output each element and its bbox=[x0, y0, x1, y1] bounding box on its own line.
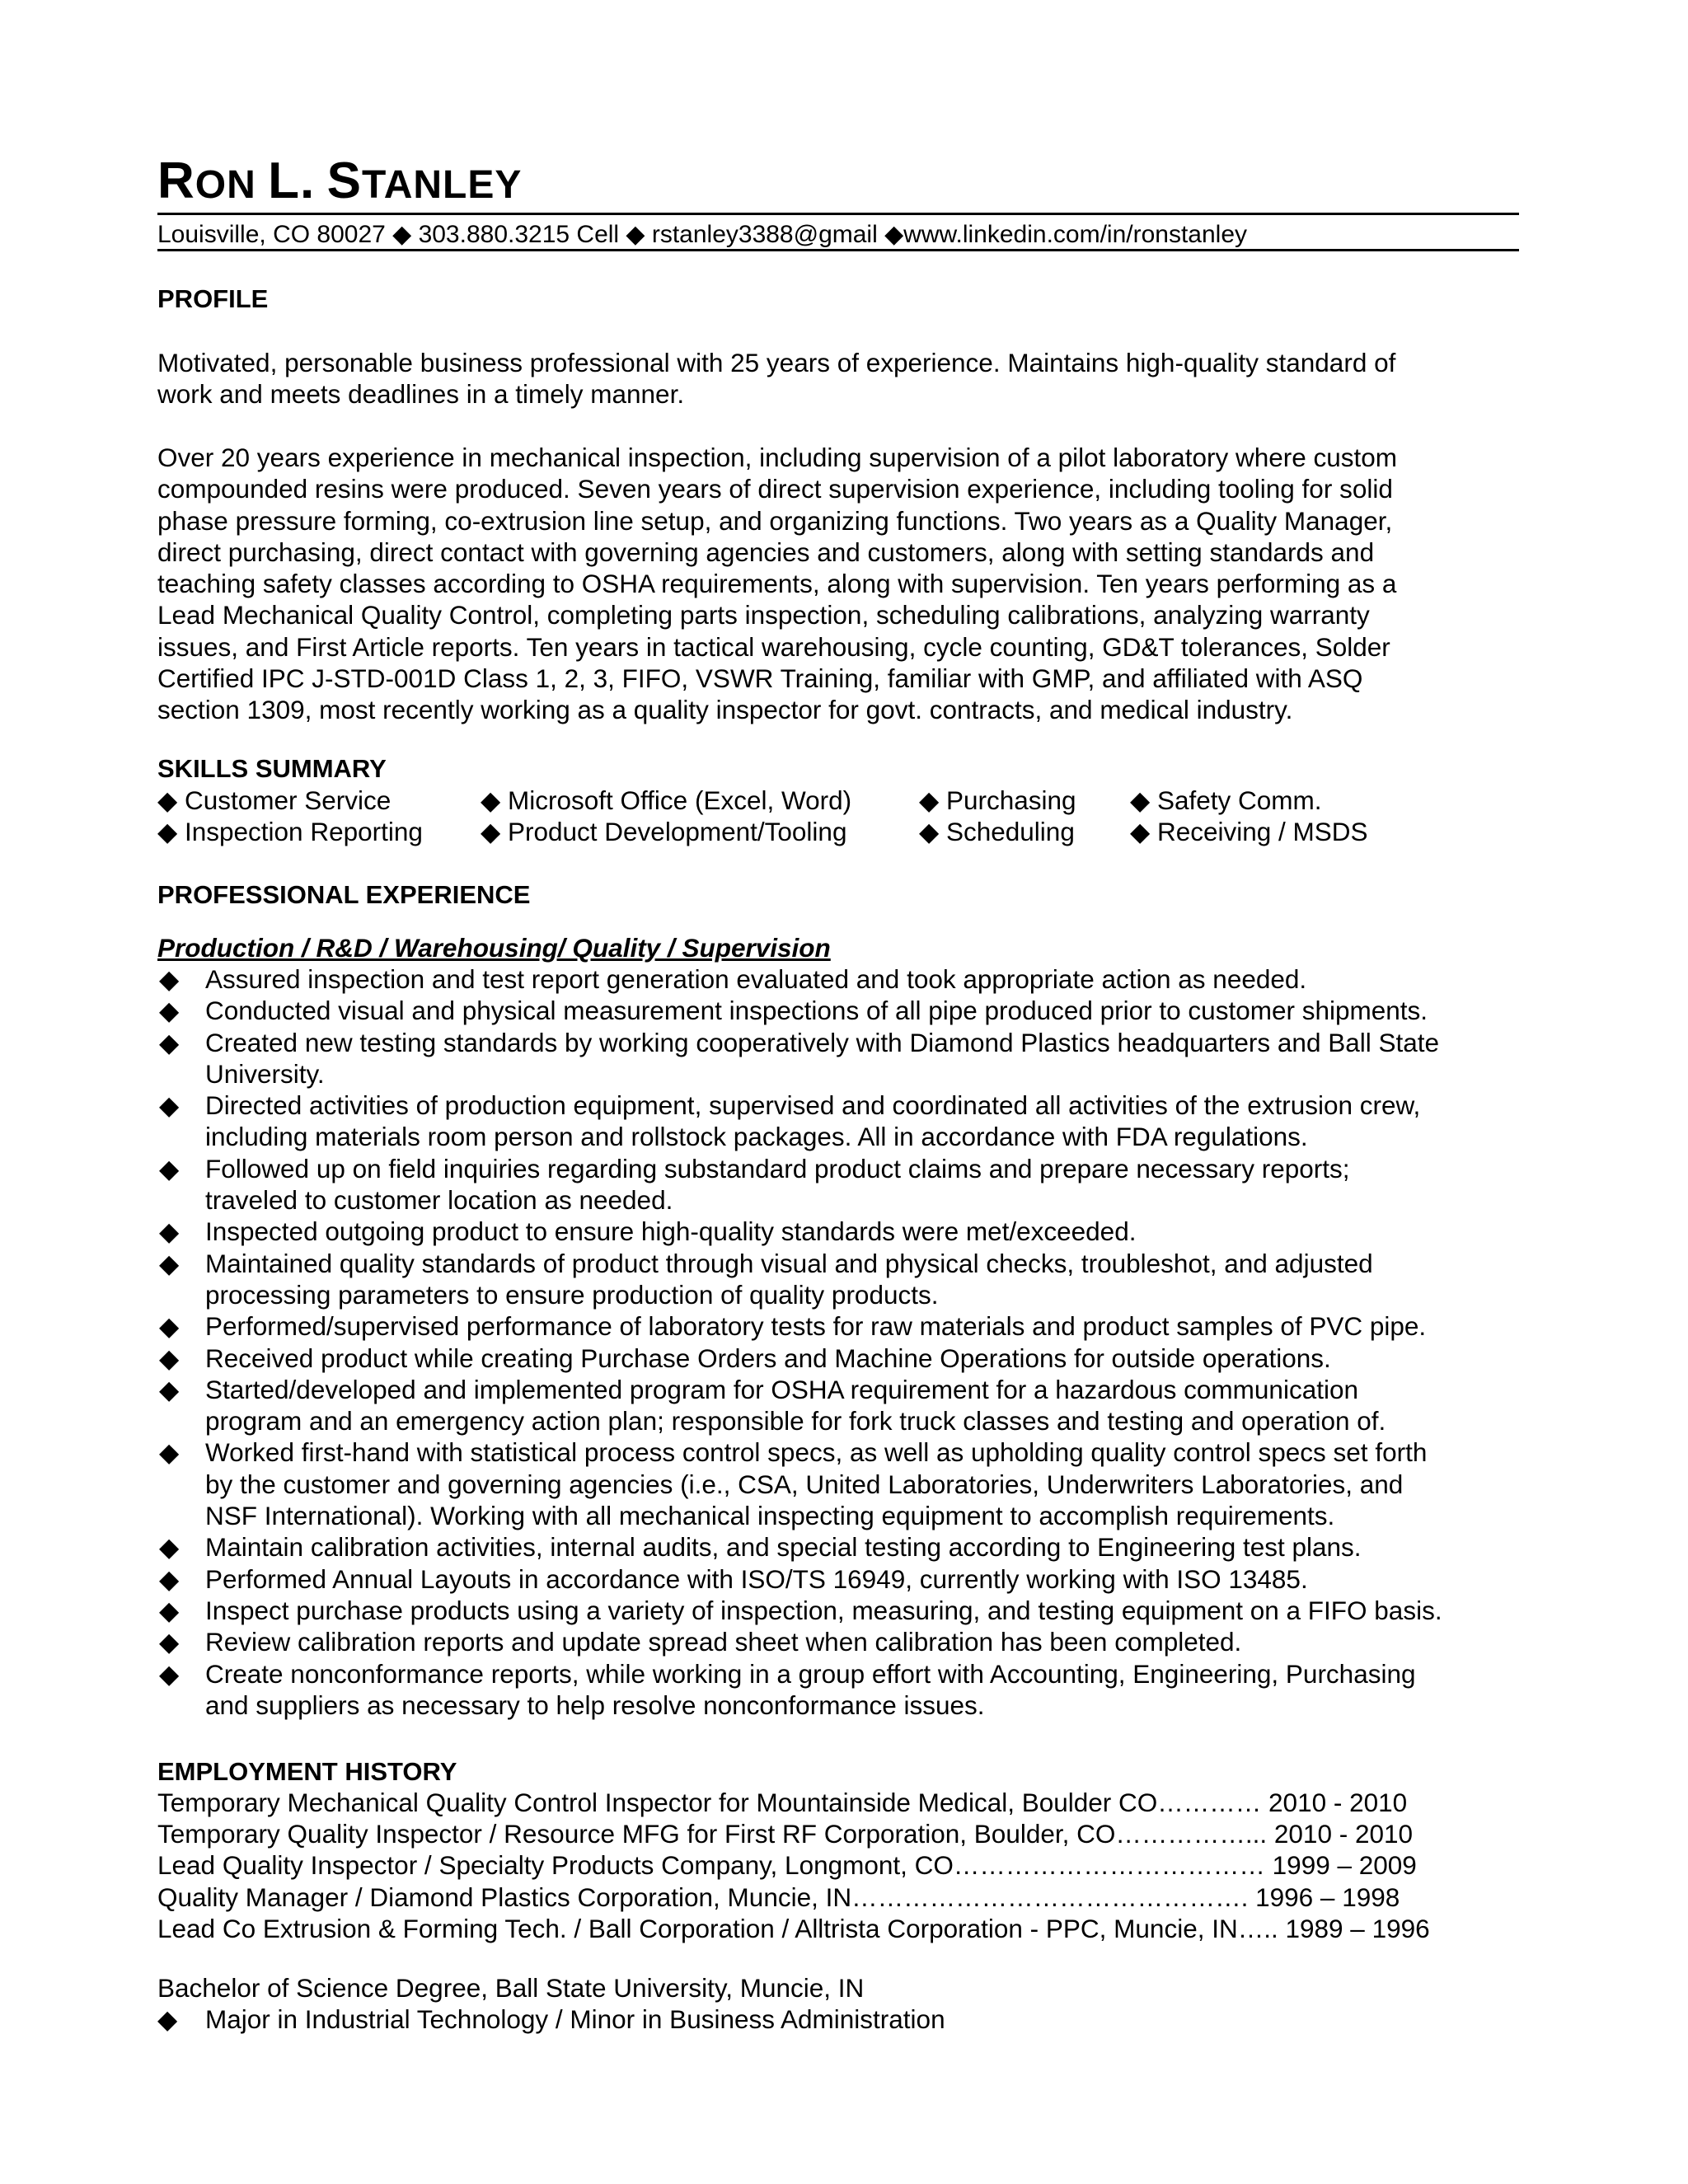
bullet-line: by the customer and governing agencies (i.e., CSA, United Laboratories, Underwriters Laboratories, and bbox=[205, 1469, 1404, 1499]
text-line: Motivated, personable business professional with 25 years of experience. Maintains high-quality standard of bbox=[157, 348, 1396, 377]
bullet-line: Received product while creating Purchase Orders and Machine Operations for outside operations. bbox=[205, 1343, 1331, 1373]
experience-bullet bbox=[157, 1658, 1526, 1722]
skill-item: ◆ Receiving / MSDS bbox=[1130, 817, 1368, 846]
experience-bullet bbox=[157, 1436, 1526, 1531]
text-line: Certified IPC J-STD-001D Class 1, 2, 3, FIFO, VSWR Training, familiar with GMP, and affiliated with ASQ bbox=[157, 663, 1363, 694]
experience-heading: PROFESSIONAL EXPERIENCE bbox=[157, 880, 531, 909]
profile-heading: PROFILE bbox=[157, 284, 269, 313]
bullet-line: Worked first-hand with statistical process control specs, as well as upholding quality control specs set forth bbox=[205, 1437, 1428, 1468]
diamond-bullet-icon: ◆ bbox=[159, 1627, 180, 1657]
text-line: work and meets deadlines in a timely manner. bbox=[157, 379, 685, 410]
skill-item: ◆ Safety Comm. bbox=[1130, 785, 1322, 815]
bullet-line: Maintained quality standards of product through visual and physical checks, troubleshot, and adjusted bbox=[205, 1248, 1373, 1278]
bullet-line: and suppliers as necessary to help resolve nonconformance issues. bbox=[205, 1690, 985, 1720]
experience-bullet bbox=[157, 1310, 1526, 1342]
employment-row: Quality Manager / Diamond Plastics Corporation, Muncie, IN………………………………………. 1996 – 1998 bbox=[157, 1882, 1400, 1912]
bullet-line: Started/developed and implemented program for OSHA requirement for a hazardous communication bbox=[205, 1374, 1358, 1404]
employment-history-list bbox=[157, 1787, 1430, 1944]
experience-bullet bbox=[157, 1216, 1526, 1247]
employment-row: Temporary Quality Inspector / Resource MFG for First RF Corporation, Boulder, CO……………... 2010 - 2010 bbox=[157, 1819, 1414, 1849]
diamond-bullet-icon: ◆ bbox=[159, 1563, 180, 1594]
text-line: issues, and First Article reports. Ten years in tactical warehousing, cycle counting, GD&T tolerances, Solder bbox=[157, 631, 1390, 662]
bullet-line: Followed up on field inquiries regarding substandard product claims and prepare necessary reports; bbox=[205, 1153, 1350, 1183]
employment-row: Lead Co Extrusion & Forming Tech. / Ball Corporation / Alltrista Corporation - PPC, Muncie, IN….. 1989 – 1996 bbox=[157, 1913, 1430, 1943]
employment-heading: EMPLOYMENT HISTORY bbox=[157, 1757, 457, 1786]
bullet-line: processing parameters to ensure production of quality products. bbox=[205, 1279, 939, 1310]
skills-heading: SKILLS SUMMARY bbox=[157, 754, 387, 783]
diamond-bullet-icon: ◆ bbox=[159, 964, 180, 994]
text-line: Lead Mechanical Quality Control, completing parts inspection, scheduling calibrations, analyzing warranty bbox=[157, 600, 1370, 630]
diamond-bullet-icon: ◆ bbox=[159, 1532, 180, 1563]
bullet-line: program and an emergency action plan; responsible for fork truck classes and testing and operation of. bbox=[205, 1406, 1386, 1436]
degree-line: Bachelor of Science Degree, Ball State University, Muncie, IN bbox=[157, 1973, 865, 2003]
skill-item: ◆ Inspection Reporting bbox=[157, 817, 423, 846]
experience-bullet bbox=[157, 1248, 1526, 1311]
bullet-line: Review calibration reports and update spread sheet when calibration has been completed. bbox=[205, 1627, 1242, 1657]
experience-bullet bbox=[157, 1563, 1526, 1595]
bullet-line: Assured inspection and test report generation evaluated and took appropriate action as needed. bbox=[205, 964, 1307, 994]
applicant-name: RON L. STANLEY bbox=[157, 152, 523, 209]
bullet-line: including materials room person and rollstock packages. All in accordance with FDA regulations. bbox=[205, 1122, 1308, 1152]
diamond-bullet-icon: ◆ bbox=[159, 1343, 180, 1373]
diamond-bullet-icon: ◆ bbox=[159, 1437, 180, 1468]
profile-experience bbox=[157, 442, 1397, 726]
bullet-line: Created new testing standards by working cooperatively with Diamond Plastics headquarters and Ball State bbox=[205, 1027, 1440, 1057]
experience-bullet-list bbox=[157, 963, 1526, 1721]
employment-row: Temporary Mechanical Quality Control Inspector for Mountainside Medical, Boulder CO………… 2010 - 2010 bbox=[157, 1788, 1408, 1817]
diamond-bullet-icon: ◆ bbox=[159, 1658, 180, 1689]
diamond-bullet-icon: ◆ bbox=[159, 1027, 180, 1057]
experience-bullet bbox=[157, 1153, 1526, 1216]
contact-line: Louisville, CO 80027 ◆ 303.880.3215 Cell ◆ rstanley3388@gmail ◆www.linkedin.com/in/ronstanley bbox=[157, 221, 1248, 248]
diamond-bullet-icon: ◆ bbox=[159, 1216, 180, 1247]
skill-item: ◆ Scheduling bbox=[919, 817, 1075, 846]
bullet-line: Create nonconformance reports, while working in a group effort with Accounting, Engineering, Purchasing bbox=[205, 1658, 1416, 1689]
bullet-line: Inspect purchase products using a variety of inspection, measuring, and testing equipment on a FIFO basis. bbox=[205, 1595, 1442, 1625]
skill-item: ◆ Product Development/Tooling bbox=[481, 817, 847, 846]
bullet-line: Performed/supervised performance of laboratory tests for raw materials and product samples of PVC pipe. bbox=[205, 1311, 1427, 1342]
diamond-bullet-icon: ◆ bbox=[159, 1248, 180, 1278]
text-line: Over 20 years experience in mechanical inspection, including supervision of a pilot laboratory where custom bbox=[157, 443, 1398, 472]
bullet-line: NSF International). Working with all mechanical inspecting equipment to accomplish requirements. bbox=[205, 1501, 1335, 1531]
bullet-line: traveled to customer location as needed. bbox=[205, 1185, 673, 1216]
header-rule-top bbox=[157, 213, 1519, 215]
experience-subheading: Production / R&D / Warehousing/ Quality / Supervision bbox=[157, 933, 831, 963]
text-line: phase pressure forming, co-extrusion line setup, and organizing functions. Two years as a Quality Manager, bbox=[157, 505, 1393, 536]
degree-detail-line: ◆ Major in Industrial Technology / Minor in Business Administration bbox=[157, 2004, 945, 2035]
diamond-bullet-icon: ◆ bbox=[157, 2004, 178, 2035]
experience-bullet bbox=[157, 1531, 1526, 1563]
bullet-line: University. bbox=[205, 1058, 325, 1089]
diamond-bullet-icon: ◆ bbox=[159, 996, 180, 1026]
text-line: teaching safety classes according to OSHA requirements, along with supervision. Ten years performing as a bbox=[157, 569, 1397, 599]
experience-bullet bbox=[157, 1343, 1526, 1374]
experience-bullet bbox=[157, 995, 1526, 1026]
bullet-line: Inspected outgoing product to ensure high-quality standards were met/exceeded. bbox=[205, 1216, 1137, 1247]
diamond-bullet-icon: ◆ bbox=[159, 1595, 180, 1625]
bullet-line: Performed Annual Layouts in accordance with ISO/TS 16949, currently working with ISO 13485. bbox=[205, 1563, 1308, 1594]
diamond-bullet-icon: ◆ bbox=[159, 1090, 180, 1121]
experience-bullet bbox=[157, 1374, 1526, 1437]
diamond-bullet-icon: ◆ bbox=[159, 1374, 180, 1404]
skill-item: ◆ Microsoft Office (Excel, Word) bbox=[481, 785, 852, 815]
text-line: compounded resins were produced. Seven years of direct supervision experience, including tooling for solid bbox=[157, 474, 1393, 504]
experience-bullet bbox=[157, 963, 1526, 995]
diamond-bullet-icon: ◆ bbox=[159, 1153, 180, 1183]
education-section bbox=[157, 1972, 945, 2035]
experience-bullet bbox=[157, 1595, 1526, 1626]
text-line: direct purchasing, direct contact with governing agencies and customers, along with setting standards and bbox=[157, 537, 1375, 567]
text-line: section 1309, most recently working as a quality inspector for govt. contracts, and medical industry. bbox=[157, 695, 1293, 725]
diamond-bullet-icon: ◆ bbox=[159, 1311, 180, 1342]
header-rule-bottom bbox=[157, 249, 1519, 251]
bullet-line: Conducted visual and physical measurement inspections of all pipe produced prior to customer shipments. bbox=[205, 996, 1428, 1026]
bullet-line: Directed activities of production equipment, supervised and coordinated all activities of the extrusion crew, bbox=[205, 1090, 1421, 1121]
employment-row: Lead Quality Inspector / Specialty Products Company, Longmont, CO……………………………… 1999 – 2009 bbox=[157, 1850, 1417, 1881]
experience-bullet bbox=[157, 1027, 1526, 1090]
experience-bullet bbox=[157, 1090, 1526, 1153]
profile-summary bbox=[157, 347, 1395, 410]
experience-bullet bbox=[157, 1626, 1526, 1657]
skill-item: ◆ Customer Service bbox=[157, 785, 392, 815]
skill-item: ◆ Purchasing bbox=[919, 785, 1076, 815]
bullet-line: Maintain calibration activities, internal audits, and special testing according to Engineering test plans. bbox=[205, 1532, 1362, 1563]
